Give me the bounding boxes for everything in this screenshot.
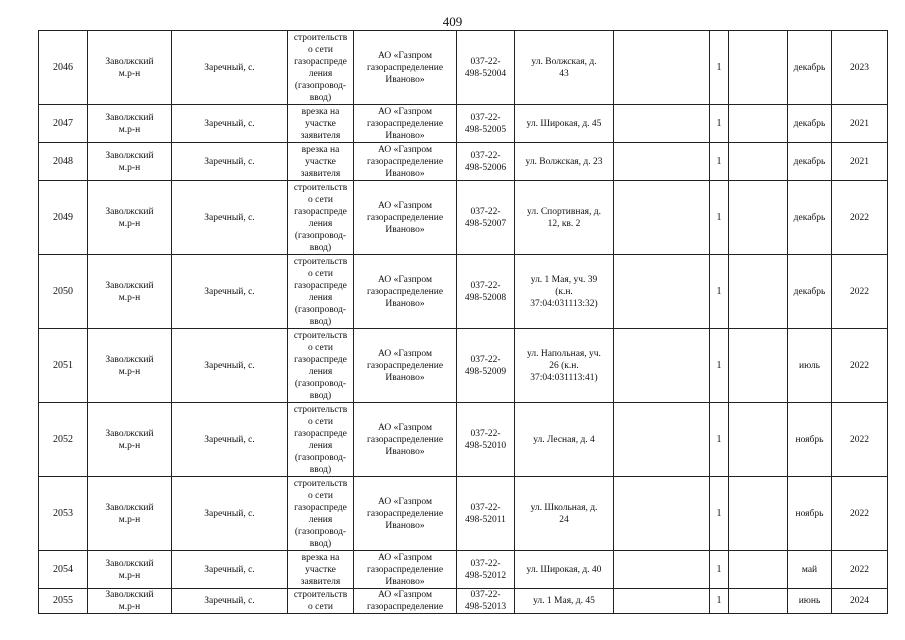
cell-settlement: Заречный, с. [172, 31, 288, 105]
cell-year: 2022 [832, 477, 888, 551]
cell-year: 2021 [832, 143, 888, 181]
cell-empty [729, 143, 788, 181]
cell-work-type: строительств о сети газораспреде ления (газопровод- ввод) [288, 255, 354, 329]
cell-empty [729, 255, 788, 329]
cell-number: 2049 [39, 181, 88, 255]
cell-number: 2055 [39, 589, 88, 614]
cell-empty [614, 31, 710, 105]
table-row [39, 181, 888, 255]
cell-empty [614, 255, 710, 329]
cell-number: 2048 [39, 143, 88, 181]
cell-month: декабрь [788, 105, 832, 143]
cell-empty [729, 105, 788, 143]
cell-empty [729, 329, 788, 403]
cell-address: ул. Лесная, д. 4 [515, 403, 614, 477]
cell-work-type: строительств о сети газораспреде ления (газопровод- ввод) [288, 477, 354, 551]
cell-district: Заволжский м.р-н [88, 143, 172, 181]
cell-address: ул. Школьная, д. 24 [515, 477, 614, 551]
cell-district: Заволжский м.р-н [88, 181, 172, 255]
cell-settlement: Заречный, с. [172, 105, 288, 143]
cell-month: декабрь [788, 181, 832, 255]
cell-empty [614, 143, 710, 181]
cell-number: 2047 [39, 105, 88, 143]
cell-application-code: 037-22- 498-52009 [457, 329, 515, 403]
cell-address: ул. Напольная, уч. 26 (к.н. 37:04:031113:41) [515, 329, 614, 403]
cell-month: ноябрь [788, 477, 832, 551]
cell-month: июнь [788, 589, 832, 614]
cell-empty [614, 329, 710, 403]
cell-empty [729, 403, 788, 477]
table-row [39, 329, 888, 403]
cell-settlement: Заречный, с. [172, 181, 288, 255]
cell-application-code: 037-22- 498-52013 [457, 589, 515, 614]
table-row [39, 255, 888, 329]
cell-district: Заволжский м.р-н [88, 403, 172, 477]
cell-district: Заволжский м.р-н [88, 31, 172, 105]
cell-year: 2022 [832, 403, 888, 477]
cell-year: 2021 [832, 105, 888, 143]
cell-organization: АО «Газпром газораспределение Иваново» [354, 551, 457, 589]
cell-empty [729, 477, 788, 551]
cell-quantity: 1 [710, 181, 729, 255]
cell-year: 2022 [832, 181, 888, 255]
cell-quantity: 1 [710, 143, 729, 181]
cell-address: ул. Волжская, д. 43 [515, 31, 614, 105]
cell-empty [729, 551, 788, 589]
cell-address: ул. 1 Мая, уч. 39 (к.н. 37:04:031113:32) [515, 255, 614, 329]
cell-month: декабрь [788, 31, 832, 105]
cell-application-code: 037-22- 498-52008 [457, 255, 515, 329]
cell-number: 2052 [39, 403, 88, 477]
cell-organization: АО «Газпром газораспределение Иваново» [354, 181, 457, 255]
cell-settlement: Заречный, с. [172, 329, 288, 403]
cell-year: 2022 [832, 255, 888, 329]
cell-year: 2024 [832, 589, 888, 614]
cell-month: ноябрь [788, 403, 832, 477]
cell-district: Заволжский м.р-н [88, 477, 172, 551]
cell-district: Заволжский м.р-н [88, 105, 172, 143]
cell-organization: АО «Газпром газораспределение Иваново» [354, 143, 457, 181]
cell-quantity: 1 [710, 403, 729, 477]
table-row [39, 589, 888, 614]
cell-application-code: 037-22- 498-52005 [457, 105, 515, 143]
cell-organization: АО «Газпром газораспределение Иваново» [354, 477, 457, 551]
cell-number: 2050 [39, 255, 88, 329]
cell-organization: АО «Газпром газораспределение Иваново» [354, 31, 457, 105]
cell-work-type: строительств о сети газораспреде ления (газопровод- ввод) [288, 329, 354, 403]
cell-number: 2051 [39, 329, 88, 403]
cell-quantity: 1 [710, 589, 729, 614]
cell-organization: АО «Газпром газораспределение Иваново» [354, 329, 457, 403]
cell-month: май [788, 551, 832, 589]
cell-number: 2053 [39, 477, 88, 551]
cell-quantity: 1 [710, 255, 729, 329]
cell-application-code: 037-22- 498-52011 [457, 477, 515, 551]
cell-settlement: Заречный, с. [172, 589, 288, 614]
cell-organization: АО «Газпром газораспределение [354, 589, 457, 614]
cell-application-code: 037-22- 498-52006 [457, 143, 515, 181]
cell-month: декабрь [788, 143, 832, 181]
table-row [39, 477, 888, 551]
cell-empty [614, 105, 710, 143]
registry-table [38, 30, 888, 614]
cell-address: ул. Широкая, д. 40 [515, 551, 614, 589]
cell-month: декабрь [788, 255, 832, 329]
cell-year: 2023 [832, 31, 888, 105]
cell-year: 2022 [832, 329, 888, 403]
cell-empty [729, 181, 788, 255]
cell-address: ул. Спортивная, д. 12, кв. 2 [515, 181, 614, 255]
cell-number: 2046 [39, 31, 88, 105]
cell-application-code: 037-22- 498-52007 [457, 181, 515, 255]
cell-empty [729, 589, 788, 614]
table-row [39, 403, 888, 477]
cell-district: Заволжский м.р-н [88, 589, 172, 614]
cell-work-type: строительств о сети газораспреде ления (газопровод- ввод) [288, 31, 354, 105]
cell-address: ул. Широкая, д. 45 [515, 105, 614, 143]
cell-application-code: 037-22- 498-52004 [457, 31, 515, 105]
table-row [39, 143, 888, 181]
cell-settlement: Заречный, с. [172, 551, 288, 589]
cell-settlement: Заречный, с. [172, 143, 288, 181]
cell-work-type: строительств о сети газораспреде ления (газопровод- ввод) [288, 403, 354, 477]
page-number: 409 [442, 14, 463, 29]
cell-quantity: 1 [710, 551, 729, 589]
cell-quantity: 1 [710, 105, 729, 143]
cell-settlement: Заречный, с. [172, 403, 288, 477]
cell-address: ул. Волжская, д. 23 [515, 143, 614, 181]
cell-number: 2054 [39, 551, 88, 589]
cell-empty [614, 181, 710, 255]
cell-year: 2022 [832, 551, 888, 589]
cell-work-type: врезка на участке заявителя [288, 105, 354, 143]
cell-address: ул. 1 Мая, д. 45 [515, 589, 614, 614]
cell-quantity: 1 [710, 329, 729, 403]
cell-empty [614, 589, 710, 614]
cell-work-type: врезка на участке заявителя [288, 551, 354, 589]
cell-empty [614, 477, 710, 551]
cell-empty [729, 31, 788, 105]
cell-quantity: 1 [710, 477, 729, 551]
cell-application-code: 037-22- 498-52010 [457, 403, 515, 477]
cell-district: Заволжский м.р-н [88, 329, 172, 403]
cell-work-type: строительств о сети газораспреде ления (газопровод- ввод) [288, 181, 354, 255]
table-body [39, 31, 888, 614]
cell-organization: АО «Газпром газораспределение Иваново» [354, 255, 457, 329]
table-row [39, 31, 888, 105]
cell-application-code: 037-22- 498-52012 [457, 551, 515, 589]
table-row [39, 105, 888, 143]
cell-organization: АО «Газпром газораспределение Иваново» [354, 403, 457, 477]
cell-empty [614, 403, 710, 477]
cell-empty [614, 551, 710, 589]
cell-month: июль [788, 329, 832, 403]
cell-work-type: строительств о сети [288, 589, 354, 614]
cell-district: Заволжский м.р-н [88, 551, 172, 589]
cell-settlement: Заречный, с. [172, 255, 288, 329]
cell-work-type: врезка на участке заявителя [288, 143, 354, 181]
cell-settlement: Заречный, с. [172, 477, 288, 551]
cell-quantity: 1 [710, 31, 729, 105]
table-row [39, 551, 888, 589]
cell-organization: АО «Газпром газораспределение Иваново» [354, 105, 457, 143]
cell-district: Заволжский м.р-н [88, 255, 172, 329]
